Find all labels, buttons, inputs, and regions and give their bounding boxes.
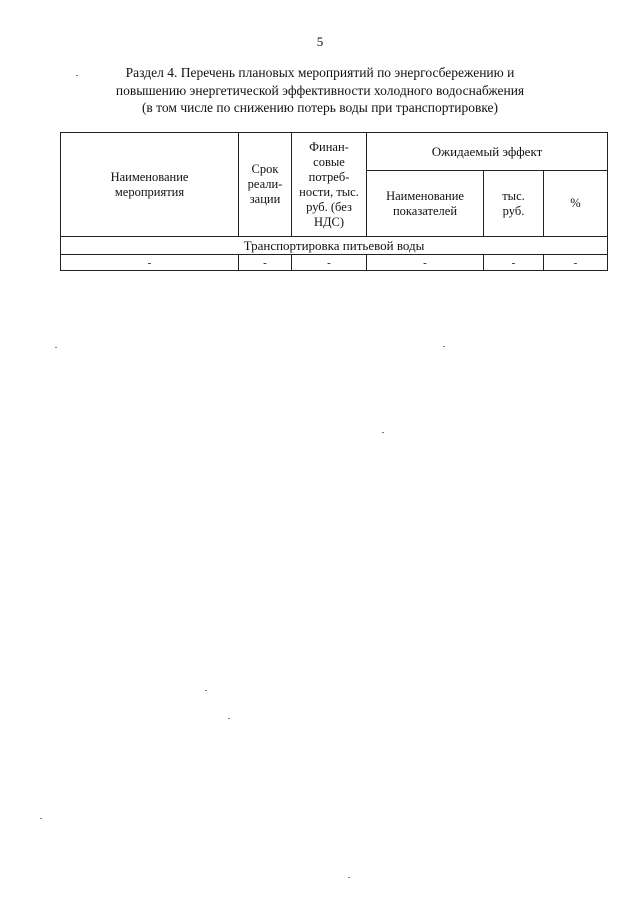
heading-line-1: Раздел 4. Перечень плановых мероприятий по энергосбережению и	[125, 65, 515, 80]
cell-percent: -	[544, 255, 608, 271]
section-title: Транспортировка питьевой воды	[61, 237, 608, 255]
header-term: Срок реали- зации	[239, 133, 292, 237]
cell-finance: -	[292, 255, 367, 271]
header-percent: %	[544, 171, 608, 237]
scan-speck	[55, 347, 57, 348]
cell-measure-name: -	[61, 255, 239, 271]
header-thousand-rub: тыс. руб.	[484, 171, 544, 237]
scan-speck	[348, 877, 350, 878]
page-number: 5	[316, 34, 324, 49]
header-finance: Финан- совые потреб- ности, тыс. руб. (без НДС)	[292, 133, 367, 237]
header-measure-name: Наименование мероприятия	[61, 133, 239, 237]
scan-speck	[443, 346, 445, 347]
heading-line-3: (в том числе по снижению потерь воды при транспортировке)	[141, 100, 499, 115]
header-row-1	[61, 133, 608, 171]
section-heading	[70, 64, 570, 117]
cell-term: -	[239, 255, 292, 271]
cell-thousand-rub: -	[484, 255, 544, 271]
cell-indicator-name: -	[367, 255, 484, 271]
scan-speck	[382, 432, 384, 433]
scan-speck	[205, 690, 207, 691]
header-expected-effect: Ожидаемый эффект	[367, 133, 608, 171]
table-row	[61, 255, 608, 271]
header-indicator-name: Наименование показателей	[367, 171, 484, 237]
measures-table	[60, 132, 608, 271]
scan-speck	[228, 718, 230, 719]
section-row	[61, 237, 608, 255]
heading-line-2: повышению энергетической эффективности холодного водоснабжения	[115, 82, 525, 98]
scan-speck	[76, 75, 78, 76]
scan-speck	[40, 818, 42, 819]
